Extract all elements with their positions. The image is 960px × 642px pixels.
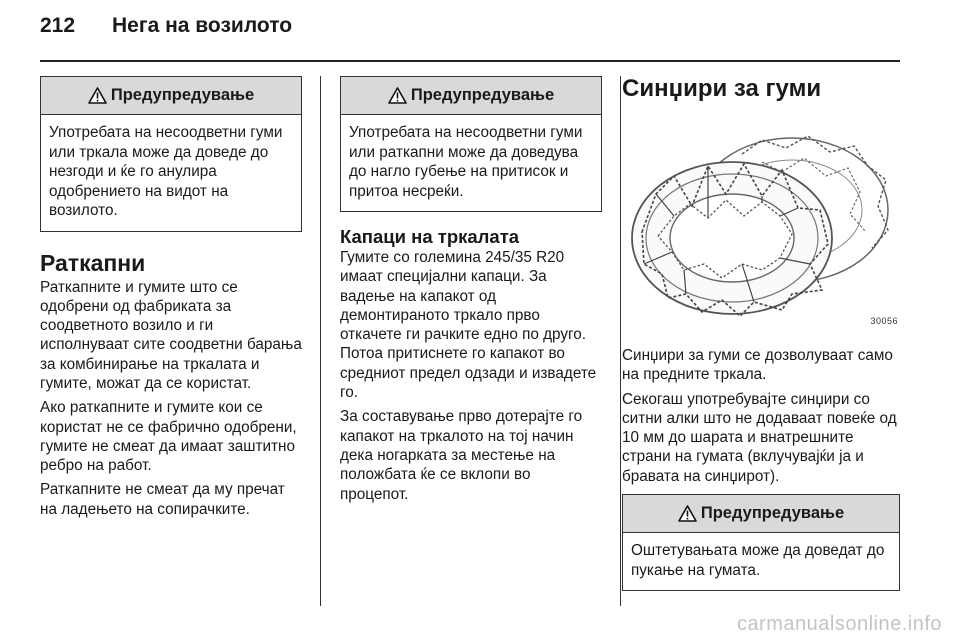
column-3 (622, 76, 900, 591)
warning-title: Предупредување (410, 86, 555, 104)
warning-triangle-icon (88, 87, 107, 104)
warning-title: Предупредување (110, 86, 255, 104)
paragraph: Синџири за гуми се дозволуваат само на предните тркала. (622, 347, 893, 384)
paragraph: За составување прво дотерајте го капакот на тркалото на тој начин дека ногарката за местење на положбата ќе се вклопи во процепот. (340, 408, 583, 503)
paragraph: Раткапните не смеат да му пречат на ладењето на сопирачките. (40, 481, 285, 518)
warning-header (41, 77, 301, 115)
paragraph: Раткапните и гумите што се одобрени од фабриката за соодветното возило и ги исполнуваат сите соодветни барања за комбинирање на тркалата и гумите, можат да се користат. (40, 278, 302, 392)
header-rule (40, 60, 900, 62)
page-title: Нега на возилото (112, 14, 293, 37)
figure-code: 30056 (870, 316, 898, 326)
section-title-tire-chains: Синџири за гуми (622, 75, 822, 102)
warning-text: Употребата на несоодветни гуми или тркала може да доведе до незгоди и ќе го анулира одобрението на видот на возилото. (49, 124, 283, 219)
warning-text: Употребата на несоодветни гуми или раткапни може да доведува до нагло губење на притисок и притоа несреќи. (349, 124, 583, 200)
tire-chains-drawing (622, 114, 900, 332)
section-title-hubcaps: Раткапни (40, 249, 146, 276)
paragraph: Ако раткапните и гумите кои се користат не се фабрично одобрени, гумите не смеат да имаат заштитно ребро на работ. (40, 399, 297, 475)
warning-header (623, 495, 899, 533)
paragraph: Гумите со големина 245/35 R20 имаат специјални капаци. За вадење на капакот од демонтираното тркало прво откачете ги рачките едно по друго. Потоа притиснете го капакот во средниот предел одзади и извадете го. (340, 249, 597, 402)
warning-text: Оштетувањата може да доведат до пукање на гумата. (631, 542, 885, 579)
column-1 (40, 76, 302, 524)
watermark-text: carmanualsonline.info (736, 613, 942, 635)
warning-title: Предупредување (700, 504, 845, 523)
column-divider (320, 76, 321, 606)
warning-box (340, 76, 602, 212)
page-number: 212 (40, 14, 76, 37)
tire-chains-illustration (622, 114, 900, 332)
warning-box (622, 494, 900, 591)
column-2 (340, 76, 602, 509)
warning-header (341, 77, 601, 115)
warning-triangle-icon (678, 505, 697, 522)
column-divider (620, 76, 621, 606)
subsection-title-wheel-covers: Капаци на тркалата (340, 226, 520, 247)
paragraph: Секогаш употребувајте синџири со ситни алки што не додаваат повеќе од 10 мм до шарата и внатрешните страни на гумата (вклучувајќи ја и бравата на синџирот). (622, 390, 897, 485)
warning-triangle-icon (388, 87, 407, 104)
page-header (40, 14, 292, 46)
warning-box (40, 76, 302, 232)
